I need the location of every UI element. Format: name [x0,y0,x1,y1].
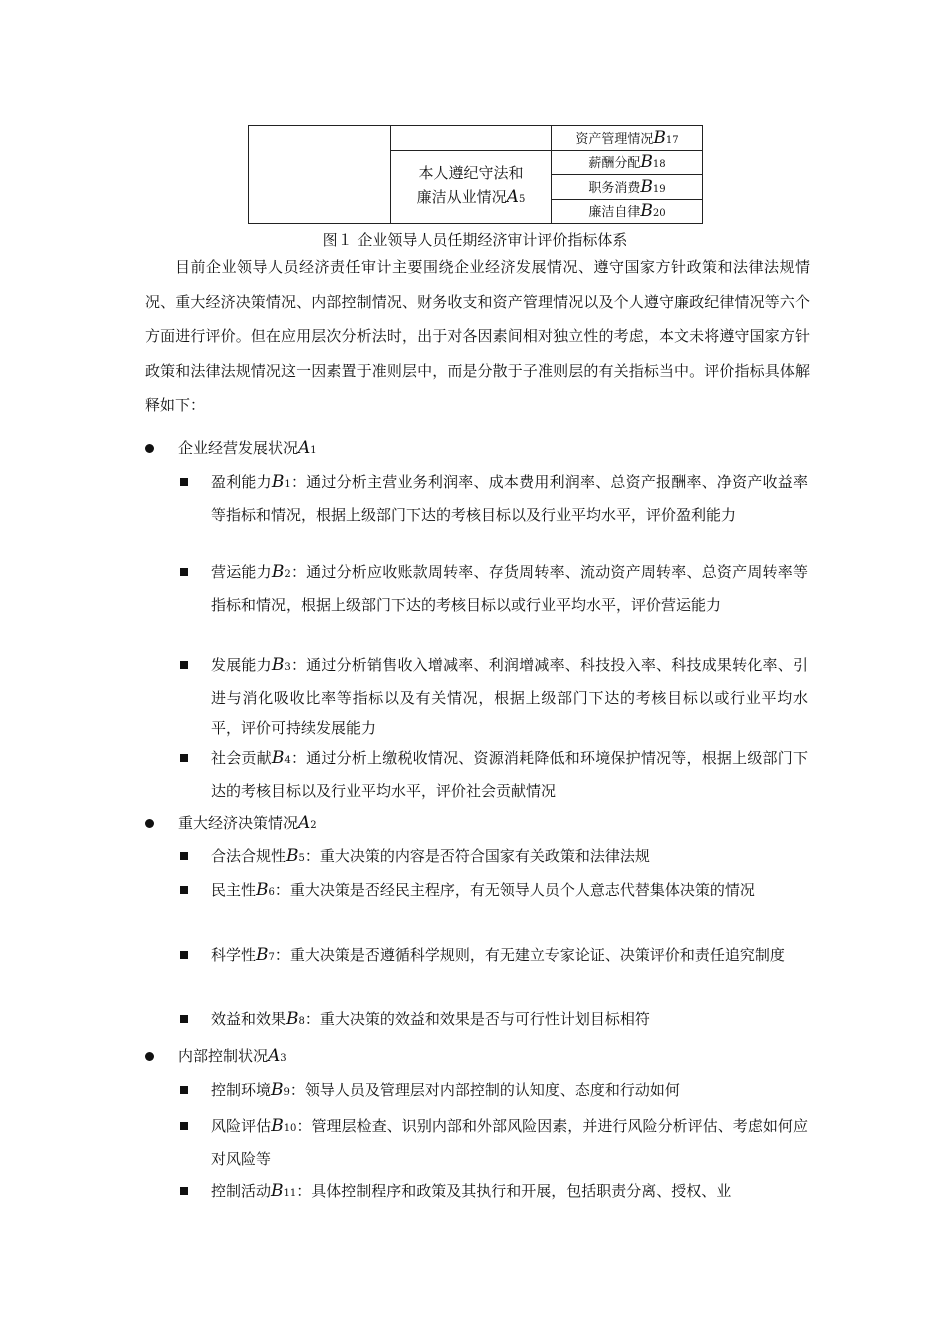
cell-label-line1: 本人遵纪守法和 [418,164,524,183]
math-var: B6 [256,880,275,900]
item-b9: 控制环境B9：领导人员及管理层对内部控制的认知度、态度和行动如何 [180,1075,808,1108]
math-var: A5 [506,187,526,208]
math-var: B5 [286,846,305,866]
math-var: B18 [640,152,666,173]
item-b11: 控制活动B11：具体控制程序和政策及其执行和开展，包括职责分离、授权、业 [180,1176,808,1209]
math-var: B1 [271,472,291,492]
section-title: 企业经营发展状况 [178,439,299,457]
math-var: B4 [271,748,291,768]
math-var: B8 [286,1009,305,1029]
bullet-square-icon [180,852,188,860]
section-a1 [145,433,805,466]
bullet-square-icon [180,754,188,762]
math-var: A2 [298,813,317,833]
item-b4: 社会贡献B4：通过分析上缴税收情况、资源消耗降低和环境保护情况等，根据上级部门下达的考核目标以及行业平均水平，评价社会贡献情况 [180,743,808,806]
cell-label: 职务消费 [588,180,641,196]
bullet-square-icon [180,1086,188,1094]
table-cell-b17 [552,126,703,151]
bullet-square-icon [180,478,188,486]
cell-label: 资产管理情况 [575,131,654,147]
bullet-dot-icon [145,819,154,828]
math-var: B7 [256,945,275,965]
math-var: B17 [653,127,679,148]
math-var: B9 [271,1080,290,1100]
bullet-square-icon [180,568,188,576]
bullet-dot-icon [145,1052,154,1061]
math-var: B2 [271,562,291,582]
cell-label: 薪酬分配 [588,156,641,172]
figure-caption: 图１ 企业领导人员任期经济审计评价指标体系 [322,231,628,249]
bullet-square-icon [180,951,188,959]
table-cell-empty [391,126,552,151]
math-var: B19 [640,176,666,197]
table-cell-b19 [552,175,703,200]
table-cell-b18 [552,150,703,175]
section-title: 内部控制状况 [178,1047,269,1065]
item-b2: 营运能力B2：通过分析应收账款周转率、存货周转率、流动资产周转率、总资产周转率等指标和情况，根据上级部门下达的考核目标以或行业平均水平，评价营运能力 [180,557,808,620]
bullet-square-icon [180,1187,188,1195]
item-b8: 效益和效果B8：重大决策的效益和效果是否与可行性计划目标相符 [180,1004,808,1037]
math-var: B10 [271,1116,297,1136]
intro-text: 目前企业领导人员经济责任审计主要围绕企业经济发展情况、遵守国家方针政策和法律法规情况、重大经济决策情况、内部控制情况、财务收支和资产管理情况以及个人遵守廉政纪律情况等六个方面进行评价。但在应用层次分析法时，出于对各因素间相对独立性的考虑，本文未将遵守国家方针政策和法律法规情况这一因素置于准则层中，而是分散于子准则层的有关指标当中。评价指标具体解释如下： [145,258,810,415]
item-b10: 风险评估B10：管理层检查、识别内部和外部风险因素，并进行风险分析评估、考虑如何应对风险等 [180,1111,808,1174]
bullet-square-icon [180,1015,188,1023]
section-title: 重大经济决策情况 [178,814,299,832]
item-b1: 盈利能力B1：通过分析主营业务利润率、成本费用利润率、总资产报酬率、净资产收益率等指标和情况，根据上级部门下达的考核目标以及行业平均水平，评价盈利能力 [180,467,808,530]
table-cell-b20 [552,199,703,224]
item-b7: 科学性B7：重大决策是否遵循科学规则，有无建立专家论证、决策评价和责任追究制度 [180,940,808,973]
indicator-table [248,125,703,224]
table-cell-a5 [391,150,552,224]
bullet-square-icon [180,661,188,669]
math-var: B20 [640,201,666,222]
table-cell-criterion [249,126,391,224]
bullet-dot-icon [145,444,154,453]
item-b6: 民主性B6：重大决策是否经民主程序，有无领导人员个人意志代替集体决策的情况 [180,875,808,908]
item-b3: 发展能力B3：通过分析销售收入增减率、利润增减率、科技投入率、科技成果转化率、引进与消化吸收比率等指标以及有关情况，根据上级部门下达的考核目标以或行业平均水平，评价可持续发展能力 [180,650,808,743]
section-a2 [145,808,805,841]
math-var: B11 [271,1181,297,1201]
math-var: A3 [268,1046,287,1066]
item-b5: 合法合规性B5：重大决策的内容是否符合国家有关政策和法律法规 [180,841,808,874]
math-var: B3 [271,655,291,675]
bullet-square-icon [180,1122,188,1130]
cell-label: 廉洁自律 [588,205,641,221]
bullet-square-icon [180,886,188,894]
section-a3 [145,1041,805,1074]
table-row [249,126,703,151]
cell-label-line2: 廉洁从业情况 [416,188,507,207]
math-var: A1 [298,438,317,458]
intro-paragraph [145,250,810,423]
